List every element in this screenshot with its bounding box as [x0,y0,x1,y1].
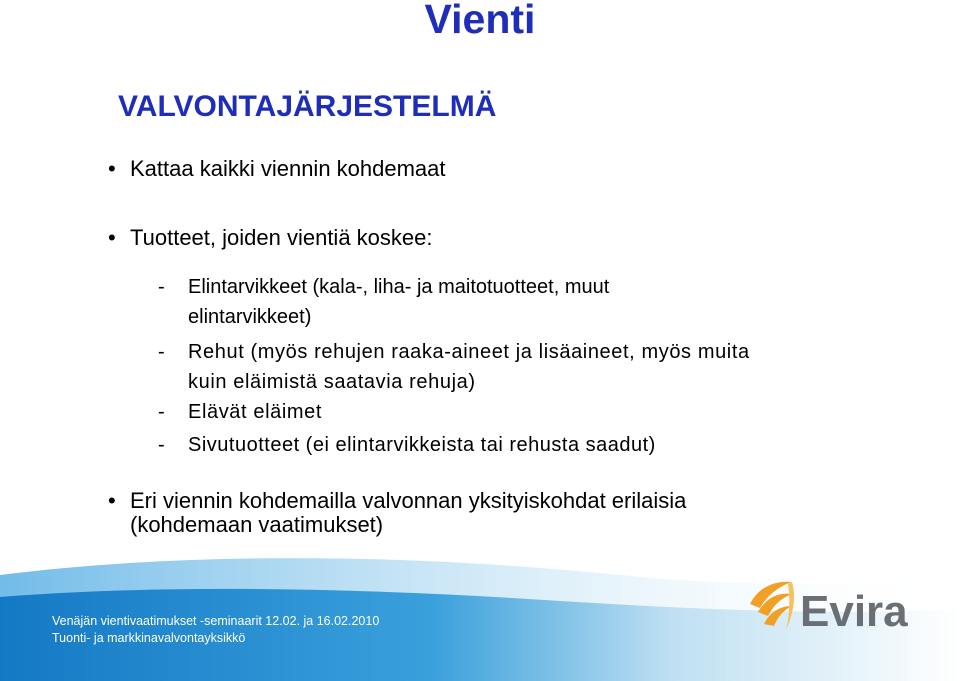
sub-item-text-continued: kuin eläimistä saatavia rehuja) [188,371,476,393]
sub-item-marker: - [158,434,166,456]
footer-unit-text: Tuonti- ja markkinavalvontayksikkö [52,631,246,645]
bullet-text-continued: (kohdemaan vaatimukset) [130,512,384,537]
evira-logo-text: Evira [800,587,908,634]
bullet-marker: • [108,225,116,250]
bullet-text: Tuotteet, joiden vientiä koskee: [130,225,433,250]
bullet-marker: • [108,488,116,513]
sub-item-marker: - [158,276,165,298]
evira-logo [748,572,918,634]
slide-subtitle: VALVONTAJÄRJESTELMÄ [118,90,497,123]
footer-seminar-text: Venäjän vientivaatimukset -seminaarit 12.02. ja 16.02.2010 [52,614,380,628]
sub-item-text-continued: elintarvikkeet) [188,306,312,328]
sub-item-marker: - [158,341,166,363]
sub-item-text: Elävät eläimet [188,401,323,423]
sub-item-text: Elintarvikkeet (kala-, liha- ja maitotuotteet, muut [188,276,610,298]
sub-item-marker: - [158,401,166,423]
bullet-text: Eri viennin kohdemailla valvonnan yksityiskohdat erilaisia [130,488,687,513]
slide-title: Vienti [424,0,536,42]
sub-item-text: Sivutuotteet (ei elintarvikkeista tai rehusta saadut) [188,434,656,456]
sub-item-text: Rehut (myös rehujen raaka-aineet ja lisäaineet, myös muita [188,341,750,363]
bullet-marker: • [108,156,116,181]
bullet-text: Kattaa kaikki viennin kohdemaat [130,156,446,181]
evira-leaf-icon [750,582,794,630]
